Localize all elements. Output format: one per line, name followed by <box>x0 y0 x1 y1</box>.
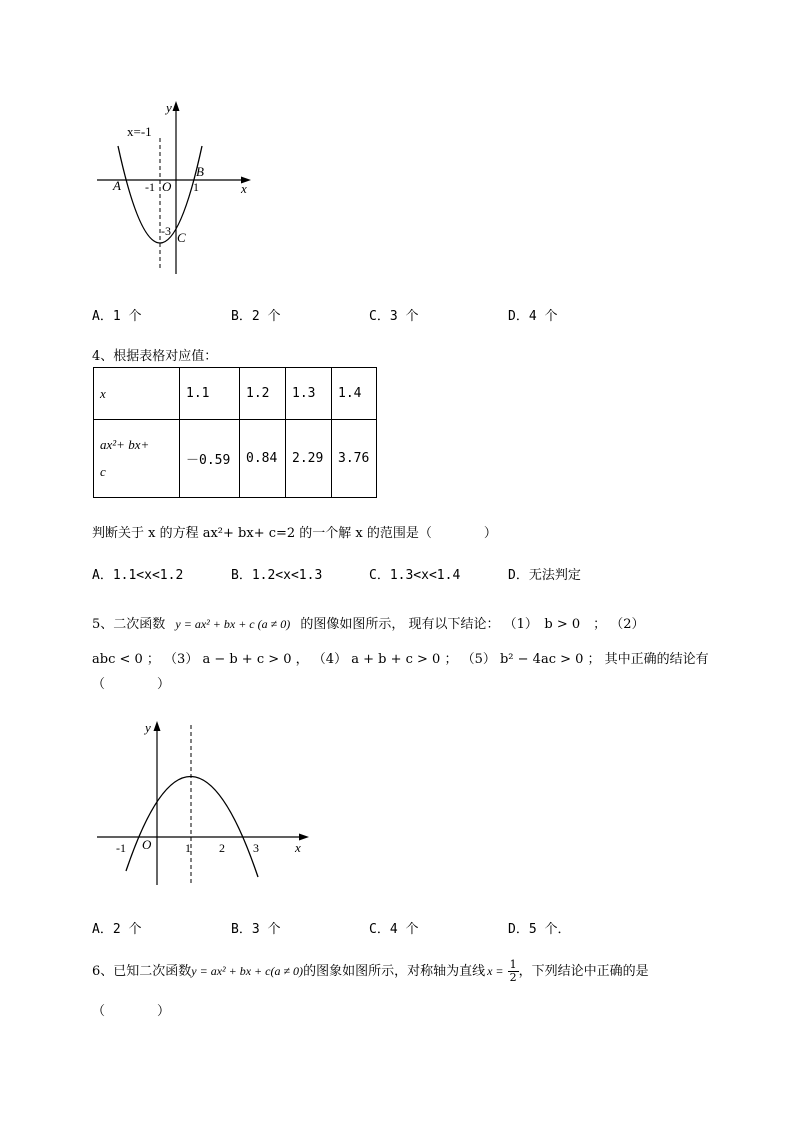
q3-option-d: D．4 个 <box>508 309 558 324</box>
table-cell: －0.59 <box>180 420 240 498</box>
origin-label: O <box>142 837 152 852</box>
symmetry-label: x=-1 <box>127 124 152 139</box>
point-c-label: C <box>177 230 186 245</box>
q6-formula: y = ax² + bx + c(a ≠ 0) <box>191 964 304 978</box>
q3-option-c: C．3 个 <box>369 309 419 324</box>
q6-fraction: $\frac{1}{2}$ <box>509 958 517 984</box>
point-b-label: B <box>196 164 204 179</box>
y-axis-label: y <box>166 100 172 115</box>
point-a-label: A <box>113 178 121 193</box>
q5-formula: y = ax² + bx + c (a ≠ 0) <box>175 617 291 631</box>
q5-line2: abc < 0 ； （3） a − b + c > 0 ， （4） a + b + c > 0 ； （5） b² − 4ac > 0 ； 其中正确的结论有 <box>92 652 709 667</box>
table-cell: 1.1 <box>180 368 240 420</box>
table-cell: 1.2 <box>240 368 286 420</box>
q3-option-b: B．2 个 <box>231 309 281 324</box>
parabola-graph-2 <box>0 715 794 915</box>
tick-3: 3 <box>253 841 259 855</box>
q6-line1: 6、已知二次函数y = ax² + bx + c(a ≠ 0)的图象如图所示，对称轴为直线 x = $\frac{1}{2}$ ，下列结论中正确的是 <box>92 958 649 984</box>
tick-neg1: -1 <box>145 180 155 194</box>
q5-line3: （ ） <box>92 677 171 692</box>
tick-1: 1 <box>193 180 199 194</box>
tick-1: 1 <box>185 841 191 855</box>
q5-option-c: C．4 个 <box>369 922 419 937</box>
q4-option-c: C．1.3<x<1.4 <box>369 568 461 583</box>
y-axis-label: y <box>145 720 151 735</box>
value-table <box>93 367 377 498</box>
q5-option-a: A．2 个 <box>92 922 142 937</box>
q3-option-a: A．1 个 <box>92 309 142 324</box>
table-cell: 1.4 <box>332 368 377 420</box>
x-axis-label: x <box>295 840 301 855</box>
q4-option-b: B．1.2<x<1.3 <box>231 568 323 583</box>
q4-option-d: D．无法判定 <box>508 568 581 583</box>
q4-title: 4、根据表格对应值： <box>92 349 218 364</box>
tick-2: 2 <box>219 841 225 855</box>
tick-neg1: -1 <box>116 841 126 855</box>
x-axis-label: x <box>241 181 247 196</box>
table-cell: 1.3 <box>286 368 332 420</box>
q4-option-a: A．1.1<x<1.2 <box>92 568 184 583</box>
table-cell: 0.84 <box>240 420 286 498</box>
q5-option-b: B．3 个 <box>231 922 281 937</box>
q6-line2: （ ） <box>92 1004 171 1019</box>
q5-line1: 5、二次函数 y = ax² + bx + c (a ≠ 0) 的图像如图所示， 现有以下结论： （1） b > 0 ； （2） <box>92 617 645 632</box>
table-cell: 3.76 <box>332 420 377 498</box>
tick-neg3: -3 <box>161 224 171 238</box>
table-header-x: x <box>94 368 180 420</box>
q4-question: 判断关于 x 的方程 ax²+ bx+ c=2 的一个解 x 的范围是（ ） <box>92 526 497 541</box>
table-row-label: ax²+ bx+ c <box>94 420 180 498</box>
parabola-graph-1 <box>0 0 794 300</box>
origin-label: O <box>162 179 172 194</box>
q5-option-d: D．5 个． <box>508 922 571 937</box>
table-cell: 2.29 <box>286 420 332 498</box>
